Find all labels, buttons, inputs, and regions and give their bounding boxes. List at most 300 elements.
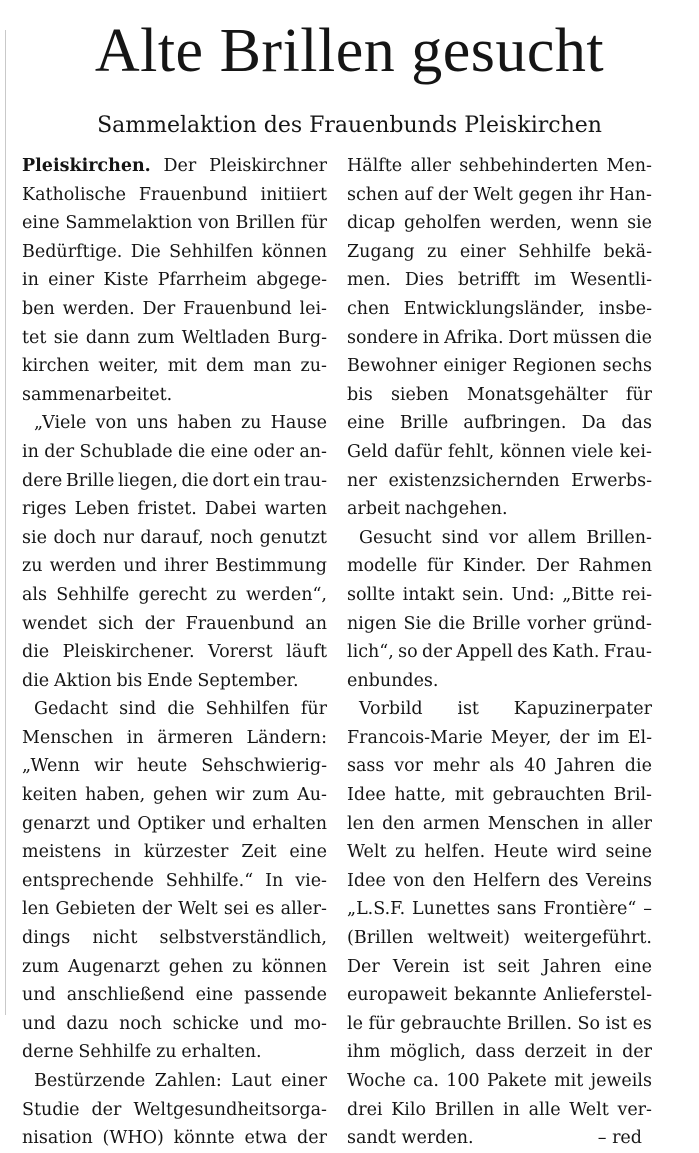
word: weiter, <box>98 356 159 377</box>
word: an- <box>299 441 327 462</box>
word: ein <box>253 470 281 491</box>
word: aller- <box>280 899 327 920</box>
text-line <box>22 152 327 181</box>
word: Frauenbund <box>138 184 248 205</box>
word: die <box>438 613 466 634</box>
word: Laut <box>231 1071 272 1091</box>
text-line <box>347 409 652 438</box>
word: Sehhilfe <box>56 584 130 605</box>
word: Weltladen <box>181 327 271 348</box>
word: des <box>548 870 579 891</box>
word: weitergeführt. <box>523 928 652 949</box>
word: vie- <box>295 870 327 891</box>
word: wird <box>556 842 597 863</box>
word: Entwicklungsländer, <box>403 298 585 319</box>
word: einer <box>281 1071 327 1091</box>
word: in <box>595 1042 613 1063</box>
word: für <box>625 384 652 405</box>
text-line <box>22 695 327 724</box>
word: zum <box>137 327 175 348</box>
word: können <box>261 241 327 262</box>
word: nur <box>102 527 134 548</box>
word: etwa <box>244 1128 288 1149</box>
word: Optiker <box>137 813 205 834</box>
word: Vorerst <box>208 642 273 663</box>
word: geholfen <box>403 213 482 234</box>
word: haben, <box>85 785 146 806</box>
word: dann <box>85 327 131 348</box>
text-line <box>22 895 327 924</box>
text-line <box>22 524 327 553</box>
text-line <box>347 152 652 181</box>
word: die <box>167 699 195 720</box>
text-line <box>347 638 652 667</box>
text-line <box>347 181 652 210</box>
word: passende <box>244 985 327 1006</box>
word: dass <box>475 1042 515 1063</box>
word: können <box>261 956 327 977</box>
word: sie <box>53 327 79 348</box>
word: dem <box>205 356 245 377</box>
word: sieben <box>390 384 449 405</box>
word: jeweils <box>590 1071 652 1091</box>
text-line <box>22 181 327 210</box>
word: zu <box>156 1042 177 1063</box>
word: gehen <box>153 785 208 806</box>
text-line <box>347 695 652 724</box>
word: Zugang <box>347 241 415 262</box>
word: zu <box>240 413 262 434</box>
word: in <box>503 1099 520 1120</box>
word: ver- <box>617 1099 652 1120</box>
word: Bestürzende <box>34 1071 146 1091</box>
subheadline: Sammelaktion des Frauenbunds Pleiskirchen <box>97 113 602 138</box>
word: ihm <box>347 1042 381 1063</box>
word: den <box>432 870 466 891</box>
word: sechs <box>602 356 652 377</box>
text-line <box>22 867 327 896</box>
text-words: sandt werden. <box>347 1128 474 1149</box>
word: werden, <box>489 213 562 234</box>
word: „L.S.F. <box>347 899 406 920</box>
word: Monatsgehälter <box>466 384 608 405</box>
word: derne <box>22 1042 74 1063</box>
word: kei- <box>619 441 652 462</box>
word: oder <box>253 441 294 462</box>
word: Ende <box>147 670 193 691</box>
word: aller <box>410 156 451 176</box>
word: So <box>577 1013 601 1034</box>
word: Hälfte <box>347 156 403 176</box>
word: sehbehinderten <box>459 156 599 176</box>
word: Brille <box>399 413 449 434</box>
text-line <box>22 724 327 753</box>
word: Menschen <box>22 727 114 748</box>
word: aller <box>611 813 652 834</box>
author-signature: – red <box>597 1128 642 1149</box>
word: an <box>305 613 327 634</box>
word: tet <box>22 327 47 348</box>
word: mo- <box>293 1013 327 1034</box>
text-line <box>347 1010 652 1039</box>
text-line <box>347 981 652 1010</box>
word: gebrauchte <box>400 1013 502 1034</box>
word: läuft <box>286 642 327 663</box>
word: Han- <box>609 184 652 205</box>
text-line <box>22 1038 327 1067</box>
text-line <box>22 1124 327 1153</box>
word: den <box>382 813 415 834</box>
word: Welt <box>347 842 387 863</box>
word: die <box>181 470 209 491</box>
word: so <box>398 642 418 663</box>
word: Men- <box>606 156 652 176</box>
word: sind <box>441 527 479 548</box>
text-line <box>347 295 652 324</box>
word: Kinder. <box>462 556 527 577</box>
word: Brillen. <box>506 1013 573 1034</box>
word: sie <box>627 213 652 234</box>
word: gegen <box>518 184 573 205</box>
word: der <box>422 642 452 663</box>
word: gerecht <box>138 584 207 605</box>
word: Frauenbund <box>185 613 295 634</box>
word: eine <box>195 985 234 1006</box>
word: anschließend <box>66 985 185 1006</box>
word: von <box>393 870 426 891</box>
word: wir <box>93 756 123 777</box>
word: könnte <box>173 1128 235 1149</box>
word: sind <box>119 699 157 720</box>
word: als <box>22 584 48 605</box>
text-line <box>347 552 652 581</box>
word: zu <box>395 842 416 863</box>
word: len <box>22 899 50 920</box>
word: die <box>624 756 652 777</box>
page-edge-shadow <box>5 30 6 1015</box>
word: Welt <box>473 184 513 205</box>
word: Verein <box>392 956 450 977</box>
word: Pleiskirchner <box>209 156 327 176</box>
word: Jahren <box>556 756 615 777</box>
word: europaweit <box>347 985 448 1006</box>
word: ca. <box>413 1071 439 1091</box>
word: Sehhilfen <box>169 241 254 262</box>
word: in <box>126 727 144 748</box>
word: schicke <box>172 1013 239 1034</box>
word: trau- <box>283 470 327 491</box>
text-line <box>22 838 327 867</box>
word: Idee <box>347 785 386 806</box>
word: intakt <box>402 584 455 605</box>
text-line <box>347 924 652 953</box>
word: Sehhilfe <box>518 241 592 262</box>
text-line <box>347 867 652 896</box>
word: es <box>255 899 275 920</box>
word: Bedürftige. <box>22 241 123 262</box>
word: in <box>422 327 440 348</box>
headline: Alte Brillen gesucht <box>94 17 605 85</box>
word: es <box>632 1013 652 1034</box>
text-line <box>22 752 327 781</box>
word: abgege- <box>256 270 327 291</box>
word: bis <box>116 670 143 691</box>
word: – <box>643 899 652 920</box>
word: für <box>300 213 327 234</box>
text-line <box>347 895 652 924</box>
word: drei <box>347 1099 383 1120</box>
word: vorher <box>527 613 586 634</box>
word: Frontière“ <box>543 899 637 920</box>
text-line <box>347 1096 652 1125</box>
word: vor <box>488 527 518 548</box>
text-line <box>22 495 327 524</box>
word: Meyer, <box>490 727 552 748</box>
word: Hause <box>270 413 327 434</box>
word: auf <box>404 184 433 205</box>
word: bis <box>347 384 373 405</box>
word: schen <box>347 184 399 205</box>
word: zu <box>22 556 43 577</box>
word: genutzt <box>259 527 327 548</box>
word: Woche <box>347 1071 406 1091</box>
word: Lunettes <box>412 899 490 920</box>
word: mehr <box>432 756 480 777</box>
word: Weltgesundheitsorga- <box>133 1099 327 1120</box>
word: ihr <box>578 184 604 205</box>
word: erhalten <box>252 813 327 834</box>
word: Kapuzinerpater <box>513 699 652 720</box>
word: existenzsichernden <box>388 470 560 491</box>
word: der <box>559 727 590 748</box>
word: können <box>500 441 566 462</box>
text-line <box>347 324 652 353</box>
text-line <box>347 381 652 410</box>
word: helfen. <box>424 842 486 863</box>
word: dort <box>212 470 250 491</box>
word: Sammelaktion <box>65 213 193 234</box>
word: aufbringen. <box>463 413 567 434</box>
word: in <box>586 813 604 834</box>
word: eine <box>614 956 652 977</box>
word: für <box>300 699 327 720</box>
word: der <box>297 1128 327 1149</box>
text-line <box>22 953 327 982</box>
text-line <box>22 238 327 267</box>
word: zum <box>22 956 60 977</box>
text-line <box>22 209 327 238</box>
word: In <box>265 870 284 891</box>
word: keiten <box>22 785 78 806</box>
word: warten <box>264 499 327 520</box>
word: allem <box>527 527 577 548</box>
word: dere <box>22 470 63 491</box>
word: chen <box>347 298 390 319</box>
word: (Brillen <box>347 928 414 949</box>
word: Helfern <box>472 870 541 891</box>
word: Bril- <box>613 785 652 806</box>
word: ner <box>347 470 377 491</box>
word: kirchen <box>22 356 90 377</box>
text-line <box>347 810 652 839</box>
word: für <box>368 1013 395 1034</box>
word: eine <box>22 213 60 234</box>
word: wendet <box>22 613 88 634</box>
word: Pakete <box>486 1071 547 1091</box>
word: eine <box>210 441 249 462</box>
word: bekannte <box>454 985 537 1006</box>
article-column-left <box>22 152 327 1153</box>
word: werden“, <box>245 584 327 605</box>
word: Erwerbs- <box>571 470 652 491</box>
word: der <box>622 1042 652 1063</box>
word: ist <box>457 699 479 720</box>
word: ihrer <box>164 556 209 577</box>
word: nicht <box>92 928 138 949</box>
word: nigen <box>347 613 397 634</box>
word: hatte, <box>394 785 447 806</box>
word: Katholische <box>22 184 126 205</box>
text-line <box>22 1010 327 1039</box>
word: als <box>489 756 515 777</box>
word: Und: <box>511 584 555 605</box>
word: fehlt, <box>447 441 495 462</box>
word: Geld <box>347 441 389 462</box>
word: zu <box>216 584 237 605</box>
word: sondere <box>347 327 419 348</box>
word: le <box>347 1013 363 1034</box>
text-line <box>347 581 652 610</box>
word: Rahmen <box>578 556 652 577</box>
word: und <box>96 813 131 834</box>
word: insbe- <box>598 298 652 319</box>
word: im <box>597 727 620 748</box>
word: men. <box>347 270 391 291</box>
word: das <box>621 413 652 434</box>
word: Da <box>581 413 607 434</box>
word: sammenarbeitet. <box>22 384 173 405</box>
word: der <box>144 613 175 634</box>
word: zu <box>232 956 253 977</box>
text-line <box>22 1096 327 1125</box>
text-line <box>347 838 652 867</box>
text-line <box>347 1038 652 1067</box>
word: arbeit <box>347 499 400 520</box>
text-line <box>22 610 327 639</box>
text-line <box>347 467 652 496</box>
word: erhalten. <box>181 1042 262 1063</box>
word: Au- <box>297 785 327 806</box>
word: mit <box>167 356 197 377</box>
word: der <box>91 1099 122 1120</box>
word: mit <box>454 785 484 806</box>
word: selbstverständlich, <box>159 928 327 949</box>
word: alle <box>528 1099 561 1120</box>
word: lich“, <box>347 642 394 663</box>
word: zu- <box>300 356 327 377</box>
word: die <box>624 327 652 348</box>
word: eine <box>347 413 385 434</box>
word: Zahlen: <box>154 1071 222 1091</box>
word: einer <box>459 241 506 262</box>
word: möglich, <box>389 1042 466 1063</box>
word: armen <box>422 813 480 834</box>
word: Burg- <box>277 327 327 348</box>
word: rei- <box>621 584 652 605</box>
word: mit <box>554 1071 584 1091</box>
text-line <box>347 209 652 238</box>
word: die <box>22 642 50 663</box>
word: vor <box>394 756 424 777</box>
word: zum <box>252 785 290 806</box>
word: Der <box>536 556 569 577</box>
word: sans <box>496 899 537 920</box>
word: Vorbild <box>359 699 423 720</box>
word: seine <box>605 842 652 863</box>
word: initiiert <box>260 184 327 205</box>
word: genarzt <box>22 813 90 834</box>
word: Pleiskirchen. <box>22 156 151 176</box>
word: meistens <box>22 842 102 863</box>
word: liegen, <box>117 470 178 491</box>
word: Idee <box>347 870 386 891</box>
word: Vereins <box>586 870 652 891</box>
word: Gedacht <box>34 699 109 720</box>
word: der <box>44 441 75 462</box>
word: die <box>22 670 50 691</box>
word: Gesucht <box>359 527 432 548</box>
word: gehen <box>168 956 224 977</box>
word: Sehhilfe.“ <box>165 870 254 891</box>
word: Heute <box>493 842 549 863</box>
word: Bestimmung <box>215 556 327 577</box>
word: die <box>178 441 206 462</box>
text-line <box>347 667 652 696</box>
word: fristet. <box>137 499 197 520</box>
word: Leben <box>74 499 130 520</box>
word: Regionen <box>512 356 597 377</box>
word: Brillen- <box>586 527 652 548</box>
word: (WHO) <box>102 1128 164 1149</box>
text-line <box>22 324 327 353</box>
word: Studie <box>22 1099 80 1120</box>
word: ben <box>22 298 55 319</box>
word: doch <box>53 527 97 548</box>
word: 100 <box>446 1071 480 1091</box>
word: und <box>22 985 56 1006</box>
word: dicap <box>347 213 396 234</box>
word: Pfarrheim <box>157 270 248 291</box>
word: der <box>141 899 172 920</box>
word: Appell <box>456 642 513 663</box>
word: riges <box>22 499 67 520</box>
word: werden <box>49 556 117 577</box>
word: Ländern: <box>246 727 327 748</box>
text-line <box>347 238 652 267</box>
word: Sehhilfe <box>78 1042 152 1063</box>
word: Sie <box>403 613 432 634</box>
word: Sehhilfen <box>205 699 290 720</box>
word: Welt <box>178 899 218 920</box>
word: bekä- <box>603 241 652 262</box>
word: im <box>534 270 557 291</box>
word: „Bitte <box>562 584 615 605</box>
word: „Wenn <box>22 756 80 777</box>
word: dings <box>22 928 71 949</box>
word: September. <box>197 670 299 691</box>
word: „Viele <box>34 413 87 434</box>
word: Dort <box>508 327 549 348</box>
